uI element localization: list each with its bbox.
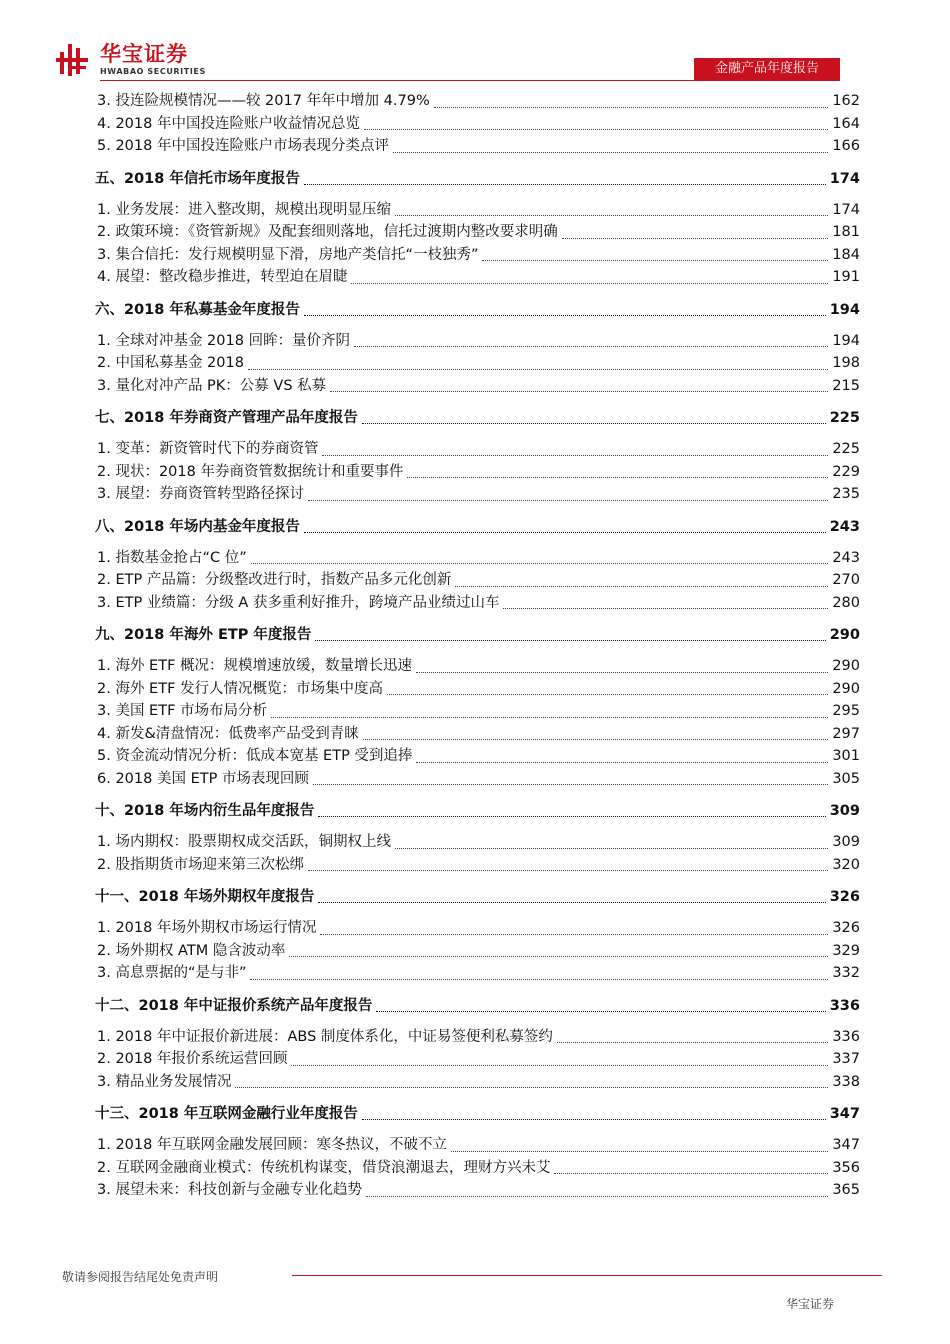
toc-entry-title: 五、2018 年信托市场年度报告 bbox=[95, 170, 300, 187]
toc-entry[interactable] bbox=[95, 569, 860, 592]
toc-entry-title: 3. 投连险规模情况——较 2017 年年中增加 4.79% bbox=[97, 93, 430, 109]
toc-entry[interactable] bbox=[95, 199, 860, 222]
toc-entry[interactable] bbox=[95, 723, 860, 746]
toc-leader-dots bbox=[362, 1118, 826, 1120]
toc-entry-title: 1. 指数基金抢占“C 位” bbox=[97, 549, 247, 566]
toc-entry-title: 3. 展望：券商资管转型路径探讨 bbox=[97, 486, 304, 502]
table-of-contents bbox=[95, 90, 860, 1202]
toc-page-number: 332 bbox=[832, 965, 860, 981]
toc-entry[interactable] bbox=[95, 1134, 860, 1157]
toc-page-number: 194 bbox=[829, 301, 860, 318]
toc-leader-dots bbox=[395, 214, 828, 216]
toc-page-number: 270 bbox=[832, 572, 860, 588]
toc-entry-title: 3. 美国 ETF 市场布局分析 bbox=[97, 703, 268, 719]
toc-leader-dots bbox=[304, 183, 826, 185]
toc-entry[interactable] bbox=[95, 461, 860, 484]
toc-leader-dots bbox=[366, 1195, 828, 1197]
toc-entry-title: 2. 海外 ETF 发行人情况概览：市场集中度高 bbox=[97, 680, 384, 697]
toc-page-number: 356 bbox=[832, 1159, 860, 1176]
toc-page-number: 229 bbox=[832, 463, 860, 480]
toc-leader-dots bbox=[330, 390, 828, 392]
toc-entry[interactable] bbox=[95, 135, 860, 158]
toc-page-number: 337 bbox=[832, 1051, 860, 1067]
toc-page-number: 305 bbox=[832, 770, 860, 787]
toc-entry-title: 2. 场外期权 ATM 隐含波动率 bbox=[97, 942, 286, 959]
toc-page-number: 336 bbox=[832, 1028, 860, 1045]
toc-page-number: 365 bbox=[832, 1182, 860, 1198]
toc-entry[interactable] bbox=[95, 266, 860, 289]
toc-leader-dots bbox=[451, 1150, 828, 1152]
toc-section-heading[interactable] bbox=[95, 886, 860, 908]
toc-page-number: 309 bbox=[832, 834, 860, 850]
toc-section-heading[interactable] bbox=[95, 1103, 860, 1125]
toc-entry-title: 六、2018 年私募基金年度报告 bbox=[95, 301, 300, 318]
toc-leader-dots bbox=[434, 106, 829, 108]
toc-entry-title: 2. 股指期货市场迎来第三次松绑 bbox=[97, 856, 304, 873]
toc-page-number: 194 bbox=[832, 332, 860, 349]
toc-entry-title: 1. 全球对冲基金 2018 回眸：量价齐阴 bbox=[97, 332, 351, 349]
footer-divider bbox=[292, 1275, 882, 1276]
toc-page-number: 320 bbox=[832, 856, 860, 873]
toc-page-number: 297 bbox=[832, 725, 860, 742]
toc-entry[interactable] bbox=[95, 768, 860, 791]
toc-entry-title: 1. 2018 年场外期权市场运行情况 bbox=[97, 920, 317, 936]
toc-entry-title: 6. 2018 美国 ETP 市场表现回顾 bbox=[97, 770, 309, 787]
toc-page-number: 215 bbox=[832, 377, 860, 394]
toc-entry-title: 十二、2018 年中证报价系统产品年度报告 bbox=[95, 997, 373, 1014]
toc-leader-dots bbox=[351, 282, 828, 284]
toc-leader-dots bbox=[407, 476, 828, 478]
toc-entry[interactable] bbox=[95, 90, 860, 113]
toc-entry[interactable] bbox=[95, 917, 860, 940]
toc-entry-title: 2. 政策环境：《资管新规》及配套细则落地，信托过渡期内整改要求明确 bbox=[97, 224, 558, 240]
toc-leader-dots bbox=[322, 454, 828, 456]
toc-entry-title: 十一、2018 年场外期权年度报告 bbox=[95, 889, 315, 905]
toc-entry-title: 1. 业务发展：进入整改期，规模出现明显压缩 bbox=[97, 201, 391, 218]
toc-leader-dots bbox=[318, 815, 825, 817]
toc-page-number: 243 bbox=[832, 549, 860, 566]
toc-page-number: 162 bbox=[832, 93, 860, 109]
toc-page-number: 243 bbox=[829, 518, 860, 535]
toc-entry[interactable] bbox=[95, 1048, 860, 1071]
footer-company: 华宝证券 bbox=[785, 1297, 834, 1311]
page-header bbox=[0, 0, 950, 82]
toc-section-heading[interactable] bbox=[95, 995, 860, 1017]
toc-entry-title: 八、2018 年场内基金年度报告 bbox=[95, 518, 300, 535]
toc-entry-title: 3. 量化对冲产品 PK：公募 VS 私募 bbox=[97, 377, 327, 394]
toc-entry-title: 4. 展望：整改稳步推进，转型迫在眉睫 bbox=[97, 269, 348, 285]
toc-leader-dots bbox=[289, 955, 828, 957]
toc-entry-title: 十、2018 年场内衍生品年度报告 bbox=[95, 803, 315, 819]
toc-leader-dots bbox=[251, 562, 829, 564]
toc-page-number: 347 bbox=[829, 1106, 860, 1122]
toc-entry-title: 4. 新发&清盘情况：低费率产品受到青睐 bbox=[97, 725, 359, 742]
toc-entry-title: 4. 2018 年中国投连险账户收益情况总览 bbox=[97, 115, 360, 132]
toc-page-number: 225 bbox=[829, 410, 860, 426]
toc-section-heading[interactable] bbox=[95, 407, 860, 429]
toc-leader-dots bbox=[557, 1041, 828, 1043]
toc-page-number: 181 bbox=[832, 224, 860, 240]
toc-entry-title: 1. 变革：新资管时代下的券商资管 bbox=[97, 441, 319, 457]
company-logo bbox=[56, 42, 216, 78]
toc-page-number: 290 bbox=[832, 658, 860, 674]
toc-page-number: 184 bbox=[832, 246, 860, 263]
toc-page-number: 225 bbox=[832, 441, 860, 457]
toc-entry-title: 3. 精品业务发展情况 bbox=[97, 1073, 232, 1090]
toc-leader-dots bbox=[271, 716, 828, 718]
toc-entry-title: 3. ETP 业绩篇：分级 A 获多重利好推升，跨境产品业绩过山车 bbox=[97, 594, 500, 611]
toc-entry[interactable] bbox=[95, 547, 860, 570]
toc-entry[interactable] bbox=[95, 483, 860, 506]
toc-entry-title: 1. 海外 ETF 概况：规模增速放缓，数量增长迅速 bbox=[97, 658, 413, 674]
toc-leader-dots bbox=[304, 314, 826, 316]
toc-leader-dots bbox=[235, 1086, 828, 1088]
toc-leader-dots bbox=[416, 761, 828, 763]
toc-entry[interactable] bbox=[95, 1071, 860, 1094]
toc-page-number: 191 bbox=[832, 269, 860, 285]
toc-entry[interactable] bbox=[95, 1157, 860, 1180]
toc-entry[interactable] bbox=[95, 221, 860, 244]
toc-leader-dots bbox=[313, 783, 828, 785]
toc-leader-dots bbox=[416, 671, 828, 673]
toc-entry-title: 九、2018 年海外 ETP 年度报告 bbox=[95, 627, 312, 643]
toc-leader-dots bbox=[291, 1064, 828, 1066]
toc-leader-dots bbox=[364, 128, 828, 130]
toc-entry[interactable] bbox=[95, 962, 860, 985]
toc-page-number: 235 bbox=[832, 486, 860, 502]
toc-entry[interactable] bbox=[95, 438, 860, 461]
toc-entry[interactable] bbox=[95, 940, 860, 963]
toc-entry-title: 十三、2018 年互联网金融行业年度报告 bbox=[95, 1106, 358, 1122]
toc-leader-dots bbox=[395, 847, 828, 849]
toc-leader-dots bbox=[318, 901, 825, 903]
toc-leader-dots bbox=[393, 151, 828, 153]
toc-page-number: 301 bbox=[832, 748, 860, 764]
toc-entry-title: 1. 场内期权：股票期权成交活跃，铜期权上线 bbox=[97, 834, 391, 850]
toc-entry[interactable] bbox=[95, 244, 860, 267]
toc-entry[interactable] bbox=[95, 113, 860, 136]
toc-leader-dots bbox=[250, 978, 828, 980]
toc-entry[interactable] bbox=[95, 1179, 860, 1202]
toc-entry-title: 5. 资金流动情况分析：低成本宽基 ETP 受到追捧 bbox=[97, 748, 413, 764]
toc-section-heading[interactable] bbox=[95, 168, 860, 190]
toc-entry-title: 2. 2018 年报价系统运营回顾 bbox=[97, 1051, 288, 1067]
toc-entry-title: 2. 互联网金融商业模式：传统机构谋变，借贷浪潮退去，理财方兴未艾 bbox=[97, 1159, 551, 1176]
toc-page-number: 338 bbox=[832, 1073, 860, 1090]
toc-entry[interactable] bbox=[95, 330, 860, 353]
toc-entry[interactable] bbox=[95, 1026, 860, 1049]
logo-english-name: HWABAO SECURITIES bbox=[100, 67, 206, 76]
toc-entry-title: 2. 中国私募基金 2018 bbox=[97, 355, 244, 371]
toc-section-heading[interactable] bbox=[95, 800, 860, 822]
toc-entry-title: 1. 2018 年中证报价新进展：ABS 制度体系化，中证易签便利私募签约 bbox=[97, 1028, 553, 1045]
toc-page-number: 166 bbox=[832, 138, 860, 154]
toc-page-number: 326 bbox=[832, 920, 860, 936]
toc-page-number: 174 bbox=[832, 201, 860, 218]
toc-page-number: 326 bbox=[829, 889, 860, 905]
report-type-tag: 金融产品年度报告 bbox=[694, 58, 840, 80]
toc-leader-dots bbox=[308, 869, 828, 871]
toc-entry[interactable] bbox=[95, 375, 860, 398]
toc-leader-dots bbox=[308, 499, 828, 501]
toc-leader-dots bbox=[248, 368, 828, 370]
toc-page-number: 280 bbox=[832, 594, 860, 611]
toc-page-number: 295 bbox=[832, 703, 860, 719]
toc-leader-dots bbox=[562, 237, 829, 239]
logo-chinese-name: 华宝证券 bbox=[100, 42, 188, 66]
toc-entry[interactable] bbox=[95, 854, 860, 877]
toc-leader-dots bbox=[354, 345, 828, 347]
toc-section-heading[interactable] bbox=[95, 624, 860, 646]
toc-page-number: 336 bbox=[829, 997, 860, 1014]
toc-leader-dots bbox=[482, 259, 828, 261]
toc-entry-title: 2. ETP 产品篇：分级整改进行时，指数产品多元化创新 bbox=[97, 572, 452, 588]
toc-entry[interactable] bbox=[95, 678, 860, 701]
toc-leader-dots bbox=[304, 531, 826, 533]
toc-page-number: 309 bbox=[829, 803, 860, 819]
toc-leader-dots bbox=[320, 933, 828, 935]
toc-page-number: 290 bbox=[829, 627, 860, 643]
toc-leader-dots bbox=[315, 639, 825, 641]
toc-page-number: 174 bbox=[829, 170, 860, 187]
toc-leader-dots bbox=[363, 738, 829, 740]
toc-entry-title: 3. 集合信托：发行规模明显下滑，房地产类信托“一枝独秀” bbox=[97, 246, 479, 263]
footer-disclaimer: 敬请参阅报告结尾处免责声明 bbox=[62, 1270, 219, 1284]
toc-entry[interactable] bbox=[95, 831, 860, 854]
toc-entry-title: 1. 2018 年互联网金融发展回顾：寒冬热议，不破不立 bbox=[97, 1137, 447, 1153]
header-divider bbox=[100, 80, 840, 81]
toc-entry-title: 七、2018 年券商资产管理产品年度报告 bbox=[95, 410, 358, 426]
toc-page-number: 347 bbox=[832, 1137, 860, 1153]
toc-page-number: 198 bbox=[832, 355, 860, 371]
toc-entry[interactable] bbox=[95, 655, 860, 678]
toc-leader-dots bbox=[387, 693, 828, 695]
toc-entry[interactable] bbox=[95, 700, 860, 723]
toc-entry[interactable] bbox=[95, 352, 860, 375]
toc-entry[interactable] bbox=[95, 592, 860, 615]
hwabao-logo-icon bbox=[56, 42, 96, 78]
toc-page-number: 329 bbox=[832, 942, 860, 959]
toc-leader-dots bbox=[503, 607, 828, 609]
toc-entry[interactable] bbox=[95, 745, 860, 768]
toc-entry-title: 5. 2018 年中国投连险账户市场表现分类点评 bbox=[97, 138, 389, 154]
toc-leader-dots bbox=[554, 1172, 828, 1174]
toc-entry-title: 2. 现状：2018 年券商资管数据统计和重要事件 bbox=[97, 463, 404, 480]
toc-leader-dots bbox=[362, 422, 826, 424]
toc-leader-dots bbox=[455, 585, 828, 587]
toc-section-heading[interactable] bbox=[95, 516, 860, 538]
toc-section-heading[interactable] bbox=[95, 299, 860, 321]
toc-entry-title: 3. 高息票据的“是与非” bbox=[97, 965, 247, 981]
toc-page-number: 290 bbox=[832, 680, 860, 697]
toc-entry-title: 3. 展望未来：科技创新与金融专业化趋势 bbox=[97, 1182, 362, 1198]
toc-leader-dots bbox=[376, 1010, 825, 1012]
toc-page-number: 164 bbox=[832, 115, 860, 132]
